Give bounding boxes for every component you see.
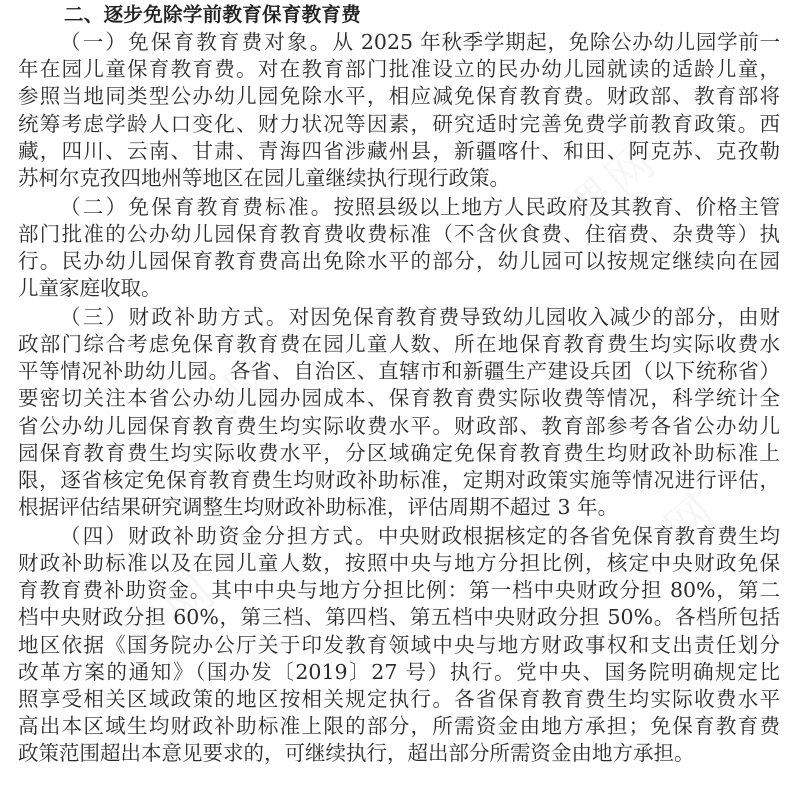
document-page xyxy=(18,2,780,768)
paragraph-line: 财政补助标准以及在园儿童人数，按照中央与地方分担比例，核定中央财政免保 xyxy=(18,551,780,576)
paragraph-line: 年在园儿童保育教育费。对在教育部门批准设立的民办幼儿园就读的适龄儿童， xyxy=(18,57,780,82)
line-text: 中央财政根据核定的各省免保育教育费生均 xyxy=(377,523,780,548)
paragraph-line: 儿童家庭收取。 xyxy=(18,276,162,301)
paragraph-line: 行。民办幼儿园保育教育费高出免除水平的部分，幼儿园可以按规定继续向在园 xyxy=(18,249,780,273)
paragraph-cost-sharing xyxy=(18,523,780,768)
paragraph-line: 改革方案的通知》（国办发〔2019〕27 号）执行。党中央、国务院明确规定比 xyxy=(18,659,780,684)
paragraph-line: 政部门综合考虑免保育教育费在园儿童人数、所在地保育教育费生均实际收费水 xyxy=(18,332,780,357)
paragraph-lead: （二）免保育教育费标准。 xyxy=(60,194,334,219)
paragraph-line: 育教育费补助资金。其中中央与地方分担比例：第一档中央财政分担 80%，第二 xyxy=(18,578,780,603)
paragraph-line: 政策范围超出本意见要求的，可继续执行，超出部分所需资金由地方承担。 xyxy=(18,741,695,766)
paragraph-line xyxy=(18,304,780,331)
paragraph-line xyxy=(18,29,780,56)
paragraph-line xyxy=(18,523,780,550)
paragraph-line: 照享受相关区域政策的地区按相关规定执行。各省保育教育费生均实际收费水平 xyxy=(18,687,780,711)
paragraph-exemption-standard xyxy=(18,194,780,303)
paragraph-line: 要密切关注本省公办幼儿园办园成本、保育教育费实际收费等情况，科学统计全 xyxy=(18,386,780,411)
paragraph-lead: （三）财政补助方式。 xyxy=(60,304,289,329)
paragraph-line: 藏，四川、云南、甘肃、青海四省涉藏州县，新疆喀什、和田、阿克苏、克孜勒 xyxy=(18,138,780,163)
paragraph-line: 部门批准的公办幼儿园保育教育费收费标准（不含伙食费、住宿费、杂费等）执 xyxy=(18,221,780,246)
paragraph-line: 根据评估结果研究调整生均财政补助标准，评估周期不超过 3 年。 xyxy=(18,495,619,520)
paragraph-subsidy-method xyxy=(18,304,780,522)
paragraph-line: 苏柯尔克孜四地州等地区在园儿童继续执行现行政策。 xyxy=(18,165,510,190)
paragraph-line: 统筹考虑学龄人口变化、财力状况等因素，研究适时完善免费学前教育政策。西 xyxy=(18,111,780,136)
watermark-text: 课网 xyxy=(616,482,728,589)
paragraph-exemption-target xyxy=(18,29,780,192)
paragraph-line: 档中央财政分担 60%，第三档、第四档、第五档中央财政分担 50%。各档所包括 xyxy=(18,605,780,630)
paragraph-lead: （四）财政补助资金分担方式。 xyxy=(60,523,378,548)
paragraph-line: 参照当地同类型公办幼儿园免除水平，相应减免保育教育费。财政部、教育部将 xyxy=(18,84,780,109)
line-text: 对因免保育教育费导致幼儿园收入减少的部分，由财 xyxy=(288,304,780,329)
watermark-text: 课网 xyxy=(116,562,228,669)
section-heading: 二、逐步免除学前教育保育教育费 xyxy=(64,3,362,26)
line-text: 从 2025 年秋季学期起，免除公办幼儿园学前一 xyxy=(332,30,780,54)
paragraph-line: 园保育教育费生均实际收费水平，分区域确定免保育教育费生均财政补助标准上 xyxy=(18,440,780,465)
line-text: 按照县级以上地方人民政府及其教育、价格主管 xyxy=(333,194,780,219)
paragraph-lead: （一）免保育教育费对象。 xyxy=(60,30,333,54)
paragraph-line: 省公办幼儿园保育教育费生均实际收费水平。财政部、教育部参考各省公办幼儿 xyxy=(18,413,780,438)
paragraph-line xyxy=(18,194,780,221)
paragraph-line: 限，逐省核定免保育教育费生均财政补助标准，定期对政策实施等情况进行评估， xyxy=(18,468,780,492)
paragraph-line: 地区依据《国务院办公厅关于印发教育领域中央与地方财政事权和支出责任划分 xyxy=(18,632,780,657)
paragraph-line: 高出本区域生均财政补助标准上限的部分，所需资金由地方承担；免保育教育费 xyxy=(18,714,780,739)
paragraph-line: 平等情况补助幼儿园。各省、自治区、直辖市和新疆生产建设兵团（以下统称省） xyxy=(18,359,780,384)
watermark-text: 课网 xyxy=(556,132,668,239)
watermark-text: 课网 xyxy=(176,342,288,449)
